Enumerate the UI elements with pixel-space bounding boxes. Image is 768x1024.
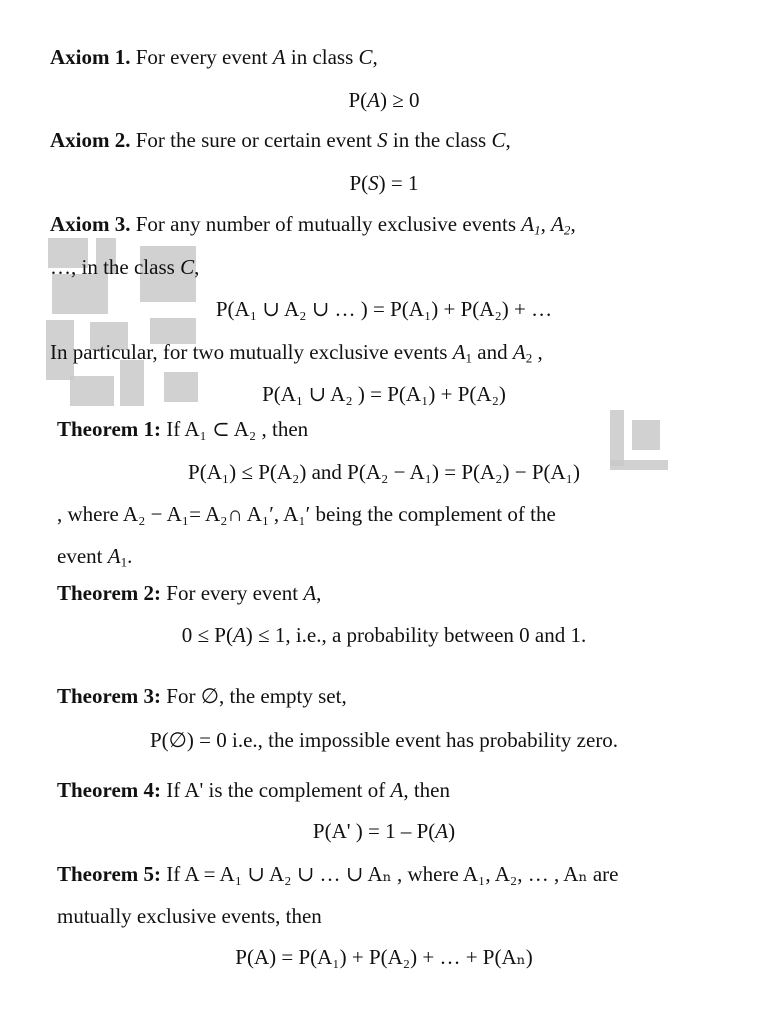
theorem1-label: Theorem 1: [57,417,162,441]
axiom1-formula: P(A) ≥ 0 [348,88,420,112]
theorem5-label: Theorem 5: [57,862,162,886]
theorem1-where: , where A₂ − A₁= A₂∩ A₁′, A₁′ being the complement of the [57,502,556,526]
theorem1-where-cont: event $A_1$. [57,544,133,570]
theorem4-statement: Theorem 4: If A' is the complement of A, then [57,778,450,802]
theorem1-formula: P(A₁) ≤ P(A₂) and P(A₂ − A₁) = P(A₂) − P(A₁) [188,460,580,484]
theorem5-statement: Theorem 5: If A = A₁ ∪ A₂ ∪ … ∪ Aₙ , where A₁, A₂, … , Aₙ are [57,862,619,886]
axiom2-formula: P(S) = 1 [349,171,419,195]
watermark-block [632,420,660,450]
watermark-block [610,410,624,466]
theorem5-formula: P(A) = P(A₁) + P(A₂) + … + P(Aₙ) [235,945,533,969]
theorem4-formula: P(A' ) = 1 – P(A) [312,819,456,843]
theorem2-label: Theorem 2: [57,581,162,605]
axiom3-statement-cont: …, in the class C, [50,255,200,279]
axiom3-statement: Axiom 3. For any number of mutually exclusive events $A_1$, $A_2$, [50,212,576,238]
axiom2-label: Axiom 2. [50,128,131,152]
theorem2-formula: 0 ≤ P(A) ≤ 1, i.e., a probability between 0 and 1. [181,623,587,647]
theorem1-statement: Theorem 1: If A₁ ⊂ A₂ , then [57,417,309,441]
particular-statement: In particular, for two mutually exclusive events $A_1$ and $A_2$ , [50,340,543,366]
axiom3-label: Axiom 3. [50,212,131,236]
axiom2-statement: Axiom 2. For the sure or certain event S in the class C, [50,128,511,152]
theorem3-formula: P(∅) = 0 i.e., the impossible event has probability zero. [149,728,619,752]
particular-formula: P(A₁ ∪ A₂ ) = P(A₁) + P(A₂) [262,382,506,406]
theorem2-statement: Theorem 2: For every event A, [57,581,322,605]
theorem4-label: Theorem 4: [57,778,162,802]
axiom1-label: Axiom 1. [50,45,131,69]
axiom1-statement: Axiom 1. For every event A in class C, [50,45,378,69]
theorem3-label: Theorem 3: [57,684,162,708]
theorem3-statement: Theorem 3: For ∅, the empty set, [57,684,347,708]
theorem5-statement-cont: mutually exclusive events, then [57,904,322,928]
axiom3-formula: P(A₁ ∪ A₂ ∪ … ) = P(A₁) + P(A₂) + … [215,297,553,321]
